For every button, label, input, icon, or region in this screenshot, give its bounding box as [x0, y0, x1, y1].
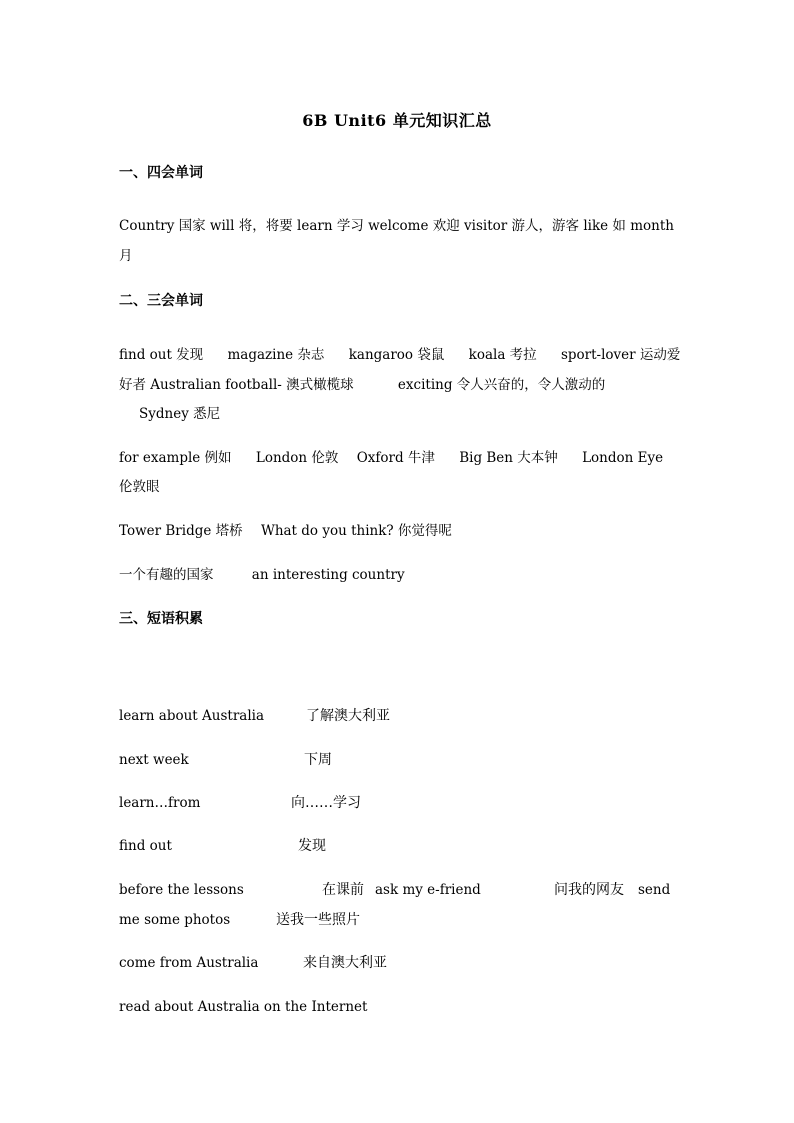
section-heading-three-skill-words: 二、三会单词 — [119, 293, 203, 309]
phrase-en: me some photos — [119, 912, 231, 928]
phrase-cn: 了解澳大利亚 — [306, 708, 390, 724]
three-skill-words-line-4 — [119, 443, 679, 473]
phrase-row — [119, 788, 679, 818]
phrase-row — [119, 745, 679, 775]
word-interesting-country-en: an interesting country — [251, 567, 405, 583]
section-heading-four-skill-words: 一、四会单词 — [119, 165, 203, 181]
three-skill-words-line-5: 伦敦眼 — [119, 479, 160, 495]
phrase-cn: 问我的网友 — [554, 882, 624, 898]
three-skill-words-line-7 — [119, 560, 679, 590]
word-exciting: exciting 令人兴奋的，令人激动的 — [397, 377, 606, 393]
three-skill-words-line-2 — [119, 370, 679, 400]
phrase-cn: 来自澳大利亚 — [303, 955, 387, 971]
phrase-en: before the lessons — [119, 882, 244, 898]
phrase-row — [119, 875, 679, 905]
word-kangaroo: kangaroo 袋鼠 — [348, 347, 445, 363]
word-tower-bridge: Tower Bridge 塔桥 — [119, 523, 243, 539]
three-skill-words-line-6 — [119, 516, 679, 546]
three-skill-words-line-1 — [119, 340, 679, 370]
word-london-eye: London Eye — [582, 450, 664, 466]
word-london: London 伦敦 — [255, 450, 339, 466]
phrase-en: learn…from — [119, 795, 201, 811]
word-oxford: Oxford 牛津 — [356, 450, 435, 466]
phrase-row — [119, 905, 679, 935]
word-magazine: magazine 杂志 — [227, 347, 325, 363]
phrase-cn: 下周 — [304, 752, 332, 768]
phrase-en: read about Australia on the Internet — [119, 999, 368, 1015]
four-skill-words-line-1: Country 国家 will 将，将要 learn 学习 welcome 欢迎 visitor 游人，游客 like 如 month — [119, 218, 674, 234]
phrase-cn: 向……学习 — [291, 795, 361, 811]
word-what-do-you-think: What do you think? 你觉得呢 — [260, 523, 452, 539]
phrase-row — [119, 992, 679, 1022]
phrase-en: send — [638, 882, 671, 898]
word-find-out: find out 发现 — [119, 347, 204, 363]
document-title: 6B Unit6 单元知识汇总 — [302, 111, 492, 130]
phrase-cn: 送我一些照片 — [276, 912, 360, 928]
four-skill-words-line-2: 月 — [119, 248, 133, 264]
word-australian-football: 好者 Australian football- 澳式橄榄球 — [119, 377, 354, 393]
word-for-example: for example 例如 — [119, 450, 232, 466]
phrase-en: ask my e-friend — [375, 882, 481, 898]
phrase-row — [119, 831, 679, 861]
section-heading-phrases: 三、短语积累 — [119, 611, 203, 627]
word-big-ben: Big Ben 大本钟 — [459, 450, 558, 466]
word-sydney: Sydney 悉尼 — [139, 406, 221, 422]
three-skill-words-line-3 — [119, 399, 679, 429]
phrase-cn: 在课前 — [322, 882, 364, 898]
phrase-en: come from Australia — [119, 955, 259, 971]
phrase-en: learn about Australia — [119, 708, 265, 724]
word-sport-lover: sport-lover 运动爱 — [560, 347, 681, 363]
phrase-row — [119, 701, 679, 731]
phrase-en: next week — [119, 752, 189, 768]
word-interesting-country-cn: 一个有趣的国家 — [119, 567, 214, 583]
word-koala: koala 考拉 — [468, 347, 537, 363]
phrase-en: find out — [119, 838, 172, 854]
phrase-row — [119, 948, 679, 978]
phrase-cn: 发现 — [298, 838, 326, 854]
